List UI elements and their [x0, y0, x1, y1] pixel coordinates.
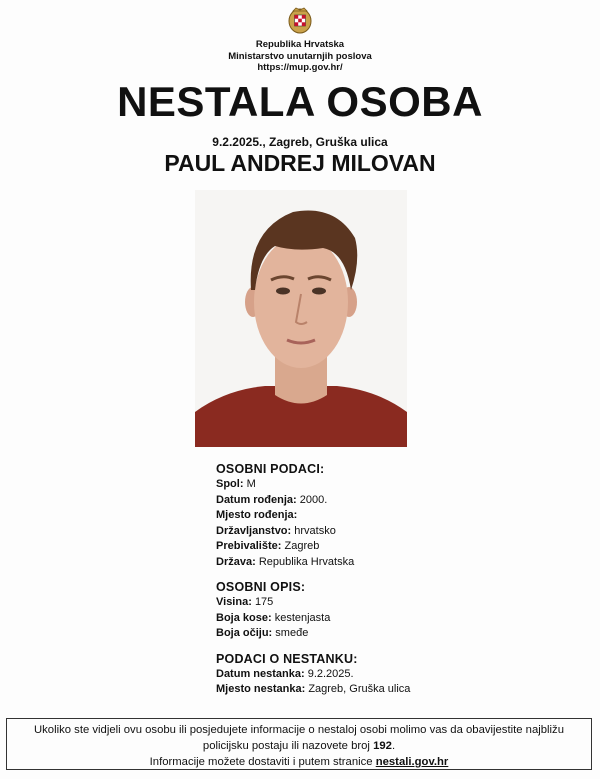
detail-value: M	[246, 478, 256, 490]
detail-value: 9.2.2025.	[307, 667, 354, 680]
notice-line	[7, 738, 591, 754]
contact-notice	[6, 718, 592, 770]
phone-number[interactable]: 192	[373, 740, 392, 752]
country-name: Republika Hrvatska	[255, 39, 345, 50]
detail-value: Zagreb	[284, 540, 320, 552]
detail-label: Boja očiju:	[216, 627, 273, 639]
detail-row	[216, 508, 576, 524]
notice-text: Informacije možete dostaviti i putem stranice	[149, 756, 376, 768]
detail-label: Datum rođenja:	[216, 493, 297, 506]
section-title: OSOBNI OPIS:	[216, 580, 306, 594]
notice-text: .	[391, 740, 396, 752]
detail-row	[216, 611, 576, 627]
notice-line: Ukoliko ste vidjeli ovu osobu ili posjedujete informacije o nestaloj osobi molimo vas da obavijestite najbližu	[34, 724, 564, 736]
notice-text: policijsku postaju ili nazovete broj	[202, 740, 374, 752]
nestali-link[interactable]: nestali.gov.hr	[375, 756, 449, 768]
ministry-website[interactable]: https://mup.gov.hr/	[257, 62, 343, 73]
detail-value: hrvatsko	[294, 524, 336, 537]
detail-value: smeđe	[275, 627, 309, 639]
person-details	[216, 462, 576, 708]
detail-value: 2000.	[299, 493, 328, 506]
detail-row	[216, 682, 576, 698]
detail-row	[216, 595, 576, 611]
section-title: OSOBNI PODACI:	[216, 462, 325, 476]
detail-value: 175	[254, 596, 274, 608]
detail-label: Država:	[216, 555, 256, 568]
person-photo-icon	[195, 190, 407, 447]
personal-data-section	[216, 462, 576, 570]
detail-row	[216, 667, 576, 683]
detail-label: Spol:	[216, 478, 244, 490]
detail-value: Zagreb, Gruška ulica	[308, 683, 411, 695]
incident-date-location: 9.2.2025., Zagreb, Gruška ulica	[212, 135, 388, 149]
notice-line	[7, 754, 591, 770]
detail-row	[216, 493, 576, 509]
detail-row	[216, 524, 576, 540]
detail-label: Datum nestanka:	[216, 667, 305, 680]
detail-label: Visina:	[216, 596, 252, 608]
detail-label: Boja kose:	[216, 611, 272, 624]
ministry-name: Ministarstvo unutarnjih poslova	[228, 50, 372, 62]
page-title: NESTALA OSOBA	[117, 78, 483, 125]
detail-value: Republika Hrvatska	[258, 555, 355, 568]
detail-row	[216, 626, 576, 642]
detail-row	[216, 555, 576, 571]
detail-label: Državljanstvo:	[216, 524, 292, 537]
police-emblem-icon	[287, 6, 313, 34]
disappearance-section	[216, 652, 576, 698]
page-header	[0, 6, 600, 74]
detail-label: Mjesto rođenja:	[216, 509, 298, 521]
detail-row	[216, 539, 576, 555]
person-photo	[195, 190, 407, 447]
detail-row	[216, 477, 576, 493]
detail-label: Mjesto nestanka:	[216, 683, 306, 695]
description-section	[216, 580, 576, 642]
detail-label: Prebivalište:	[216, 540, 282, 552]
section-title: PODACI O NESTANKU:	[216, 651, 358, 666]
missing-person-name: PAUL ANDREJ MILOVAN	[164, 150, 436, 176]
detail-value: kestenjasta	[274, 611, 331, 624]
